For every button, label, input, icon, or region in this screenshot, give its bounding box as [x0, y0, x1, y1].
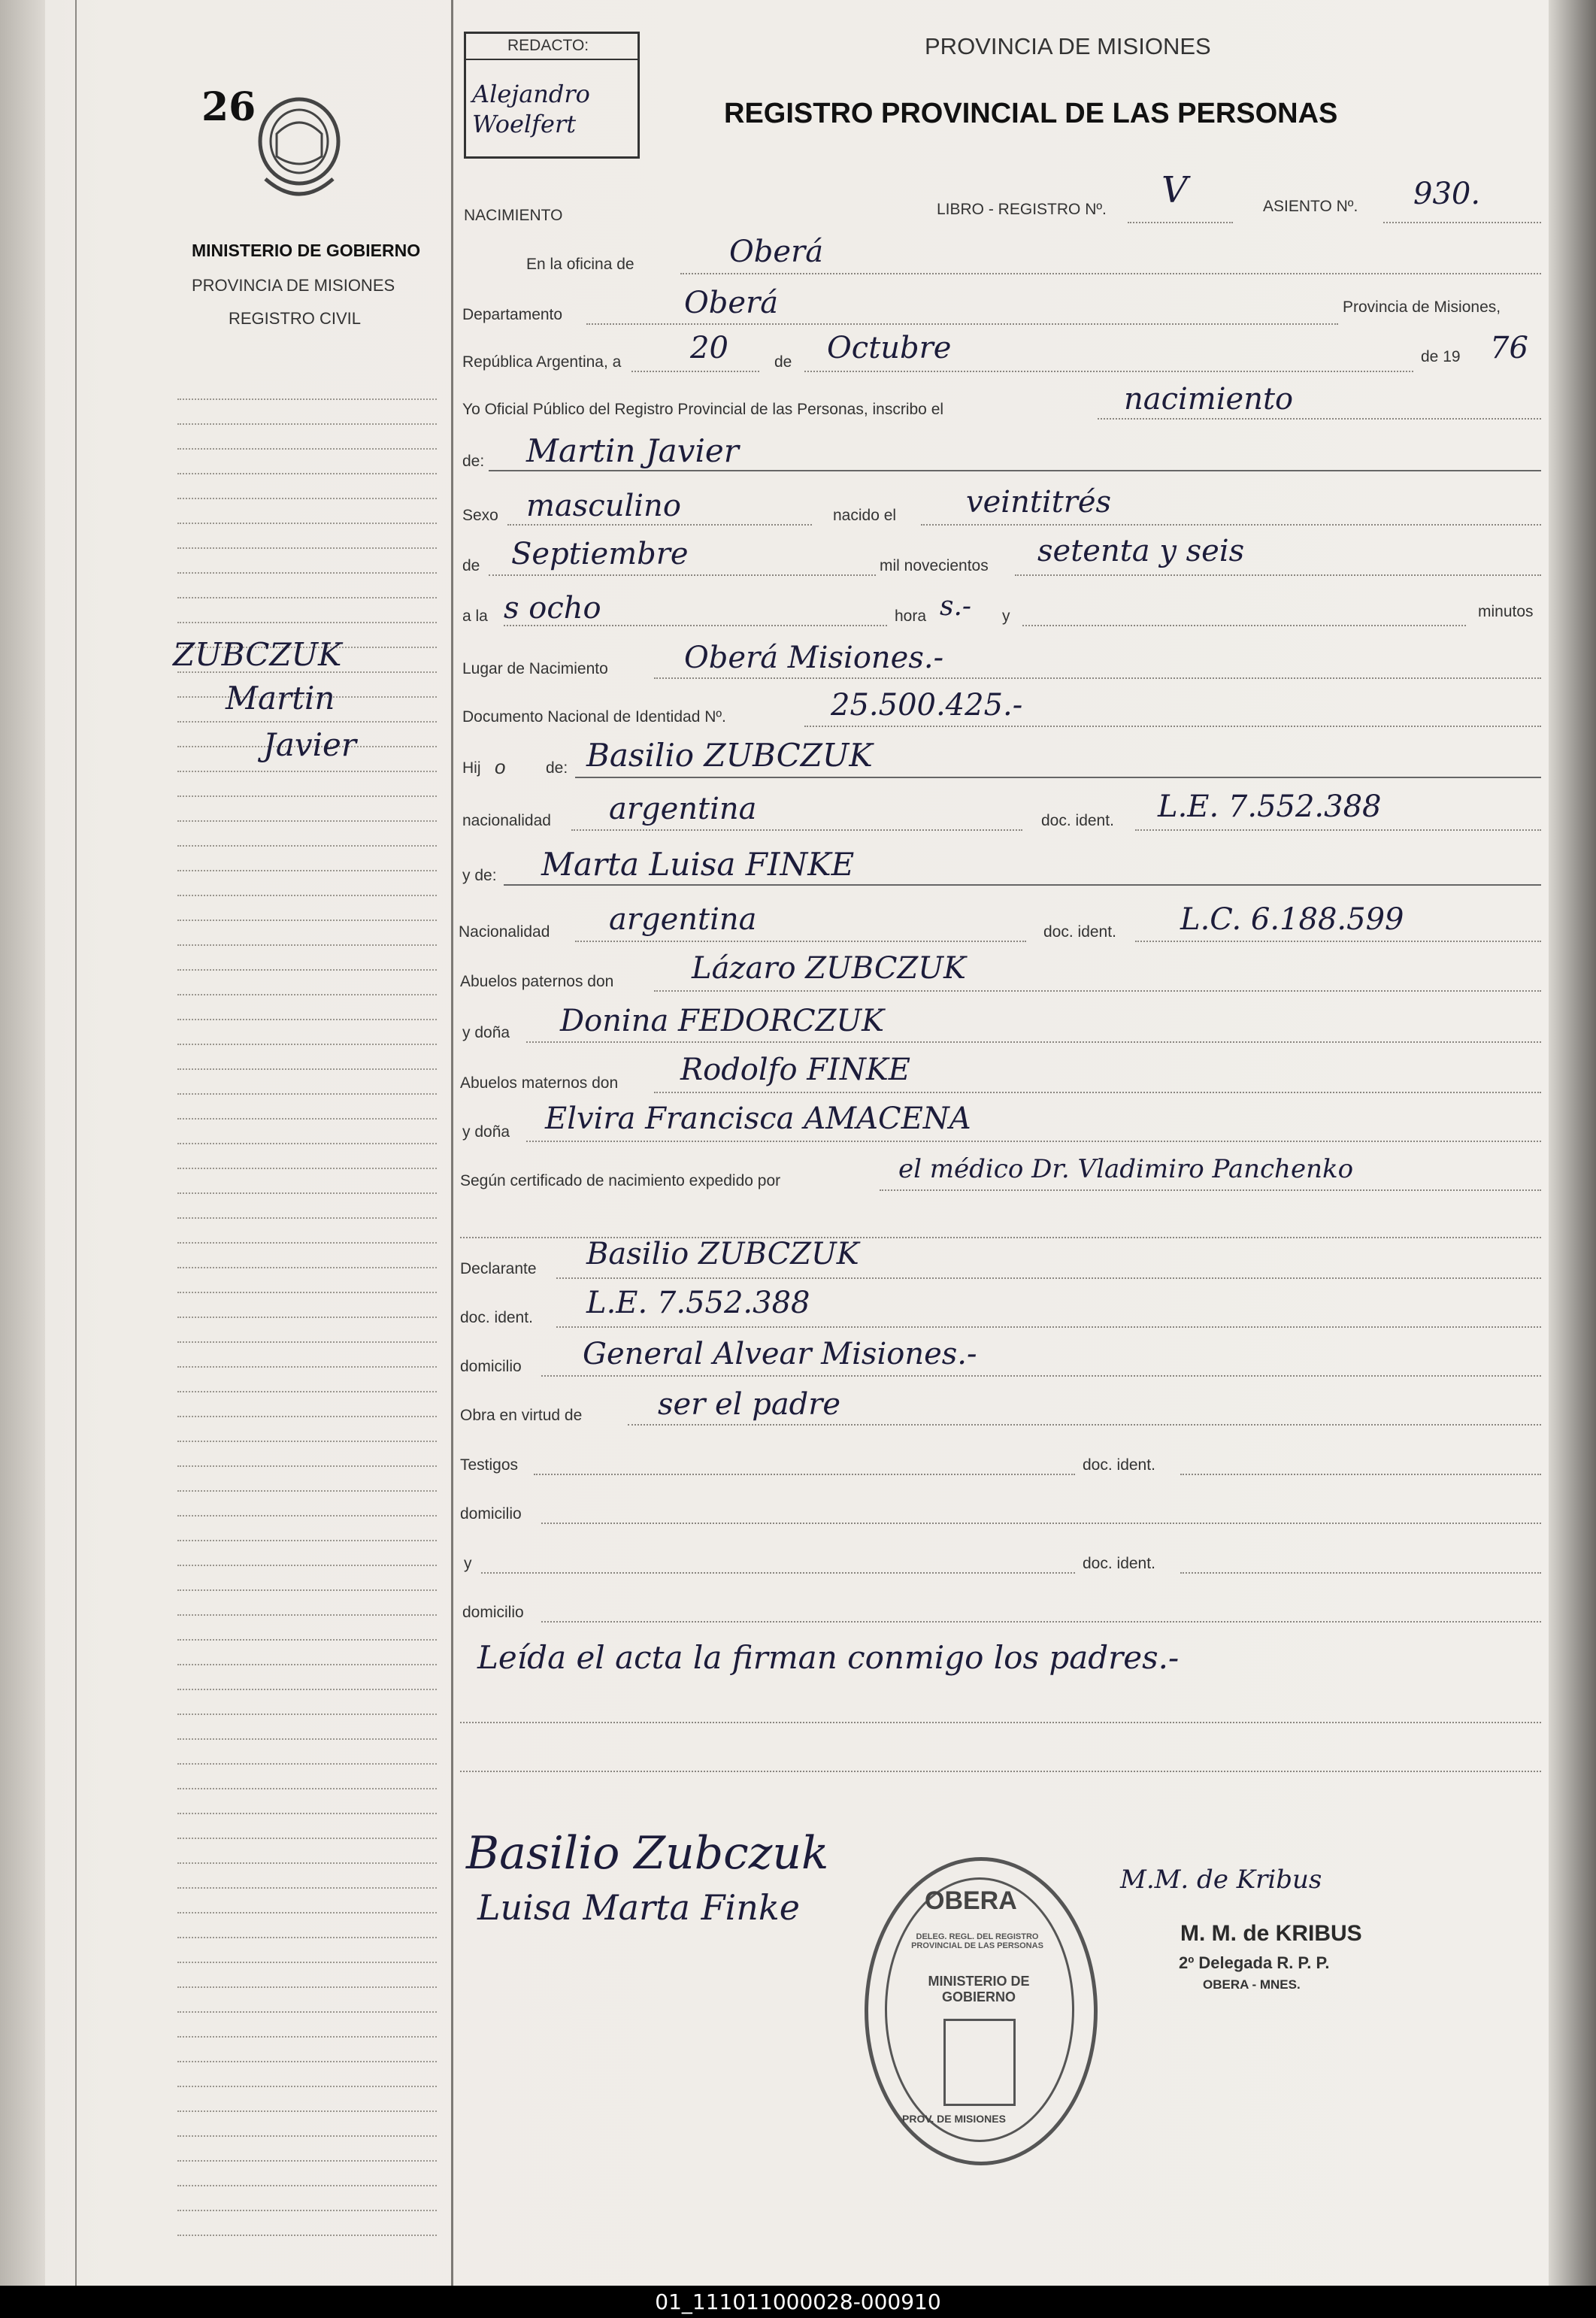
docident2-value: L.C. 6.188.599 [1180, 902, 1404, 937]
left-rule-line [177, 1738, 437, 1740]
declarante-label: Declarante [460, 1260, 537, 1277]
day-value: 20 [690, 331, 728, 365]
domicilio-value: General Alvear Misiones.- [583, 1337, 977, 1371]
hijo-label: Hij [462, 759, 481, 777]
seal-top-text: OBERA [925, 1886, 1017, 1915]
file-id-footer: 01_111011000028-000910 [0, 2286, 1596, 2318]
ministry-province: PROVINCIA DE MISIONES [192, 276, 395, 295]
left-rule-line [177, 1490, 437, 1492]
obra-label: Obra en virtud de [460, 1407, 583, 1424]
left-rule-line [177, 2036, 437, 2038]
left-rule-line [177, 1664, 437, 1665]
ministry-title: MINISTERIO DE GOBIERNO [192, 241, 421, 260]
left-rule-line [177, 473, 437, 474]
nac2-value: argentina [609, 902, 757, 937]
page-edge [1549, 0, 1596, 2286]
republica-label: República Argentina, a [462, 353, 622, 371]
name-label: de: [462, 453, 485, 470]
abmat-value: Rodolfo FINKE [680, 1053, 910, 1087]
redacto-label: REDACTO: [507, 37, 589, 54]
hora-value: s ocho [504, 591, 601, 626]
hijo-suffix: o [495, 756, 506, 778]
official-name: M. M. de KRIBUS [1180, 1921, 1362, 1946]
lugar-value: Oberá Misiones.- [684, 641, 944, 675]
left-rule-line [177, 1267, 437, 1268]
hijo-de-label: de: [546, 759, 568, 777]
official-title: 2º Delegada R. P. P. [1179, 1953, 1330, 1972]
left-rule-line [177, 1292, 437, 1293]
name-value: Martin Javier [526, 432, 739, 469]
left-rule-line [177, 1441, 437, 1442]
redacto-box [464, 32, 640, 159]
margin-given-2: Javier [263, 726, 356, 763]
page-number: 26 [201, 84, 256, 130]
seal-bottom-text: PROV. DE MISIONES [902, 2113, 1006, 2125]
left-rule-line [177, 1962, 437, 1963]
blank-rule-line [460, 1771, 1541, 1772]
ydona2-value: Elvira Francisca AMACENA [545, 1101, 971, 1136]
left-rule-line [177, 1639, 437, 1641]
left-rule-line [177, 1565, 437, 1566]
left-rule-line [177, 2061, 437, 2062]
seal-ring-text: DELEG. REGL. DEL REGISTRO PROVINCIAL DE LAS PERSONAS [911, 1932, 1043, 1950]
documento-label: Documento Nacional de Identidad Nº. [462, 708, 726, 726]
left-rule-line [177, 622, 437, 623]
left-rule-line [177, 1168, 437, 1169]
margin-surname: ZUBCZUK [173, 636, 342, 673]
left-rule-line [177, 1217, 437, 1219]
docident3-value: L.E. 7.552.388 [586, 1286, 810, 1320]
left-rule-line [177, 920, 437, 921]
binding-line [75, 0, 77, 2286]
book-spine [0, 0, 45, 2286]
left-rule-line [177, 1093, 437, 1095]
left-rule-line [177, 2086, 437, 2087]
left-rule-line [177, 423, 437, 425]
father-value: Basilio ZUBCZUK [586, 737, 873, 774]
official-signature: M.M. de Kribus [1120, 1865, 1322, 1895]
sexo-label: Sexo [462, 507, 498, 524]
left-rule-line [177, 1317, 437, 1318]
seal-inner-text: MINISTERIO DE GOBIERNO [928, 1974, 1030, 2004]
libro-label: LIBRO - REGISTRO Nº. [937, 201, 1107, 218]
left-rule-line [177, 994, 437, 995]
libro-value: V [1161, 169, 1188, 211]
nacido-value: veintitrés [966, 485, 1112, 520]
coat-of-arms-icon [250, 96, 348, 209]
nac1-value: argentina [609, 792, 757, 826]
left-rule-line [177, 523, 437, 524]
ydona1-value: Donina FEDORCZUK [560, 1004, 884, 1038]
docident3-label: doc. ident. [460, 1309, 533, 1326]
left-rule-line [177, 1366, 437, 1368]
margin-given-1: Martin [226, 680, 335, 717]
sexo-value: masculino [526, 489, 681, 523]
province-title: PROVINCIA DE MISIONES [925, 33, 1211, 59]
yde-label: y de: [462, 867, 497, 884]
abpat-label: Abuelos paternos don [460, 973, 614, 990]
provincia-label: Provincia de Misiones, [1343, 298, 1501, 316]
testigos-label: Testigos [460, 1456, 519, 1474]
month-value: Octubre [827, 331, 952, 365]
de2-label: de [462, 557, 480, 574]
abmat-label: Abuelos maternos don [460, 1074, 619, 1092]
left-rule-line [177, 1118, 437, 1120]
hora-s-value: s.- [940, 591, 972, 622]
left-rule-line [177, 2110, 437, 2112]
official-seal [865, 1857, 1098, 2165]
leido-value: Leída el acta la firman conmigo los padres.- [477, 1639, 1180, 1676]
left-rule-line [177, 498, 437, 499]
left-rule-line [177, 1540, 437, 1541]
left-rule-line [177, 547, 437, 549]
signature-mother: Luisa Marta Finke [477, 1887, 800, 1928]
hora-label: hora [895, 608, 927, 625]
left-rule-line [177, 1391, 437, 1392]
declarante-value: Basilio ZUBCZUK [586, 1237, 859, 1271]
left-rule-line [177, 1838, 437, 1839]
nacido-label: nacido el [833, 507, 897, 524]
left-rule-line [177, 1614, 437, 1616]
mother-value: Marta Luisa FINKE [541, 846, 855, 883]
left-rule-line [177, 969, 437, 971]
left-rule-line [177, 2160, 437, 2162]
left-rule-line [177, 1589, 437, 1591]
left-rule-line [177, 448, 437, 450]
left-rule-line [177, 2210, 437, 2211]
left-rule-line [177, 2185, 437, 2186]
departamento-label: Departamento [462, 306, 563, 323]
record-type-label: NACIMIENTO [464, 207, 563, 224]
left-rule-line [177, 771, 437, 772]
left-rule-line [177, 820, 437, 822]
left-rule-line [177, 1242, 437, 1244]
left-rule-line [177, 845, 437, 847]
docident5-label: doc. ident. [1083, 1555, 1155, 1572]
left-rule-line [177, 1019, 437, 1020]
left-rule-line [177, 1763, 437, 1765]
year-value: 76 [1490, 331, 1528, 365]
ydona1-label: y doña [462, 1024, 510, 1041]
de-label: de [774, 353, 792, 371]
left-rule-line [177, 1192, 437, 1194]
docident2-label: doc. ident. [1043, 923, 1116, 941]
seal-emblem-icon [943, 2019, 1016, 2106]
domicilio2-label: domicilio [460, 1505, 522, 1523]
docident1-label: doc. ident. [1041, 812, 1114, 829]
left-rule-line [177, 1515, 437, 1517]
oficina-value: Oberá [729, 235, 824, 269]
registry-title: REGISTRO PROVINCIAL DE LAS PERSONAS [724, 98, 1338, 129]
oficina-label: En la oficina de [526, 256, 634, 273]
mil-value: setenta y seis [1037, 534, 1245, 568]
oficial-label: Yo Oficial Público del Registro Provincial de las Personas, inscribo el [462, 401, 944, 418]
left-rule-line [177, 1714, 437, 1715]
year-label: de 19 [1421, 348, 1461, 365]
left-rule-line [177, 795, 437, 797]
left-rule-line [177, 1341, 437, 1343]
left-rule-line [177, 1416, 437, 1417]
left-rule-line [177, 1813, 437, 1814]
lugar-label: Lugar de Nacimiento [462, 660, 608, 677]
left-rule-line [177, 895, 437, 896]
abpat-value: Lázaro ZUBCZUK [692, 951, 966, 986]
ydona2-label: y doña [462, 1123, 510, 1141]
y2-label: y [464, 1555, 472, 1572]
docident1-value: L.E. 7.552.388 [1158, 789, 1382, 824]
left-rule-line [177, 1143, 437, 1144]
ala-label: a la [462, 608, 488, 625]
birth-month-value: Septiembre [511, 537, 689, 571]
nac2-label: Nacionalidad [459, 923, 550, 941]
left-rule-line [177, 597, 437, 598]
nac1-label: nacionalidad [462, 812, 551, 829]
left-rule-line [177, 721, 437, 723]
minutos-label: minutos [1478, 603, 1534, 620]
left-rule-line [177, 1788, 437, 1789]
left-rule-line [177, 1937, 437, 1938]
left-rule-line [177, 1912, 437, 1913]
left-rule-line [177, 1465, 437, 1467]
docident4-label: doc. ident. [1083, 1456, 1155, 1474]
left-rule-line [177, 1044, 437, 1045]
documento-value: 25.500.425.- [831, 688, 1023, 723]
departamento-value: Oberá [684, 286, 779, 320]
domicilio3-label: domicilio [462, 1604, 524, 1621]
segun-label: Según certificado de nacimiento expedido por [460, 1172, 781, 1189]
redacto-name: Alejandro Woelfert [472, 80, 590, 138]
left-rule-line [177, 1887, 437, 1889]
left-rule-line [177, 398, 437, 400]
left-rule-line [177, 572, 437, 574]
left-rule-line [177, 1068, 437, 1070]
mil-label: mil novecientos [880, 557, 989, 574]
blank-rule-line [460, 1722, 1541, 1723]
y-label: y [1002, 608, 1010, 625]
ministry-office: REGISTRO CIVIL [229, 309, 362, 328]
column-divider [451, 0, 453, 2286]
asiento-value: 930. [1413, 177, 1481, 211]
left-rule-line [177, 2135, 437, 2137]
signature-father: Basilio Zubczuk [466, 1827, 829, 1880]
left-rule-line [177, 1862, 437, 1864]
domicilio-label: domicilio [460, 1358, 522, 1375]
left-rule-line [177, 2235, 437, 2236]
oficial-value: nacimiento [1124, 382, 1294, 417]
left-rule-line [177, 870, 437, 871]
left-rule-line [177, 944, 437, 946]
official-place: OBERA - MNES. [1203, 1977, 1301, 1992]
obra-value: ser el padre [658, 1387, 841, 1422]
left-rule-line [177, 2011, 437, 2013]
asiento-label: ASIENTO Nº. [1263, 198, 1358, 215]
left-rule-line [177, 1689, 437, 1690]
segun-value: el médico Dr. Vladimiro Panchenko [898, 1154, 1354, 1184]
left-rule-line [177, 1986, 437, 1988]
